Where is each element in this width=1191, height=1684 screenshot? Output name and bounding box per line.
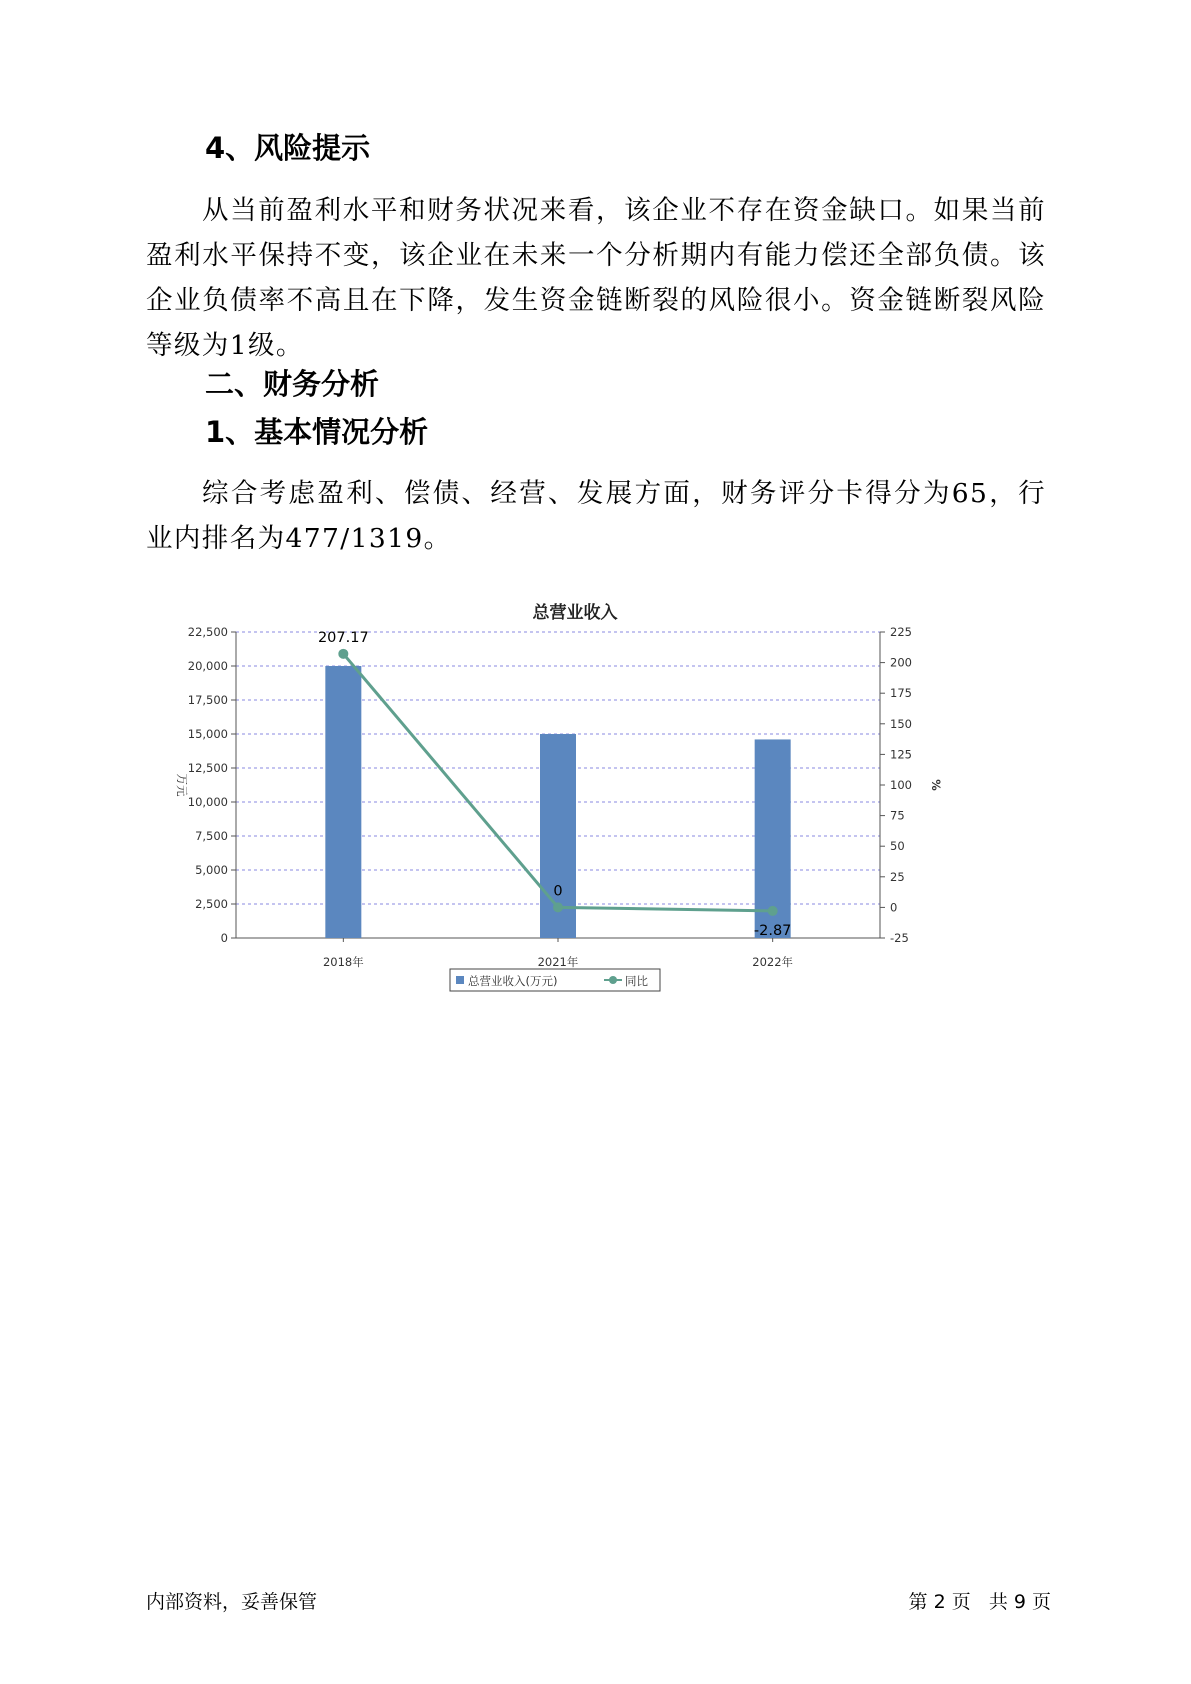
finance-heading: 二、财务分析 [205,367,380,401]
y2-tick-label: 175 [890,686,912,701]
revenue-chart-svg [175,603,1040,1080]
y-tick-label: 17,500 [187,693,228,707]
revenue-bar [325,666,361,938]
y-tick-label: 10,000 [187,795,228,809]
y2-tick-label: 150 [890,716,912,731]
footer-page-number: 第 2 页 共 9 页 [908,1591,1051,1613]
legend-bar-label: 总营业收入(万元) [468,974,558,988]
y2-tick-label: 200 [890,655,912,670]
y2-tick-label: 125 [890,747,912,762]
y-tick-label: 2,500 [195,897,228,911]
basic-heading: 1、基本情况分析 [205,415,429,449]
y-tick-label: 22,500 [187,625,228,639]
y2-tick-label: 100 [890,778,912,792]
chart-title: 总营业收入 [532,603,618,623]
x-tick-label: 2021年 [537,955,579,969]
risk-heading: 4、风险提示 [205,131,371,165]
x-tick-label: 2018年 [322,955,364,969]
yoy-data-label: 0 [553,883,563,900]
y2-tick-label: 0 [890,900,898,915]
x-tick-label: 2022年 [752,955,794,969]
y2-axis-label: % [929,779,943,791]
y-tick-label: 7,500 [195,829,228,843]
y-tick-label: 5,000 [195,863,228,877]
y-tick-label: 20,000 [187,659,228,673]
y2-tick-label: 50 [890,839,905,854]
revenue-chart [175,603,1040,1080]
y2-tick-label: -25 [890,931,909,945]
y2-tick-label: 25 [890,869,905,884]
yoy-point [338,649,348,659]
y-axis-label: 万元 [175,773,189,797]
legend-line-label: 同比 [625,974,648,988]
yoy-point [553,902,563,912]
y2-tick-label: 225 [890,625,912,639]
y-tick-label: 0 [220,931,228,945]
legend-line-marker [609,976,617,984]
y-tick-label: 12,500 [187,761,228,775]
yoy-point [768,906,778,916]
footer-left: 内部资料，妥善保管 [146,1591,318,1613]
yoy-data-label: 207.17 [317,629,369,646]
risk-paragraph: 从当前盈利水平和财务状况来看，该企业不存在资金缺口。如果当前盈利水平保持不变，该企业在未来一个分析期内有能力偿还全部负债。该企业负债率不高且在下降，发生资金链断裂的风险很小。资金链断裂风险等级为1级。 [146,195,1046,361]
y2-tick-label: 75 [890,808,905,823]
y-tick-label: 15,000 [187,727,228,741]
basic-paragraph: 综合考虑盈利、偿债、经营、发展方面，财务评分卡得分为65，行业内排名为477/1319。 [146,478,1046,554]
legend-bar-swatch [456,976,464,984]
yoy-data-label: -2.87 [753,922,792,939]
